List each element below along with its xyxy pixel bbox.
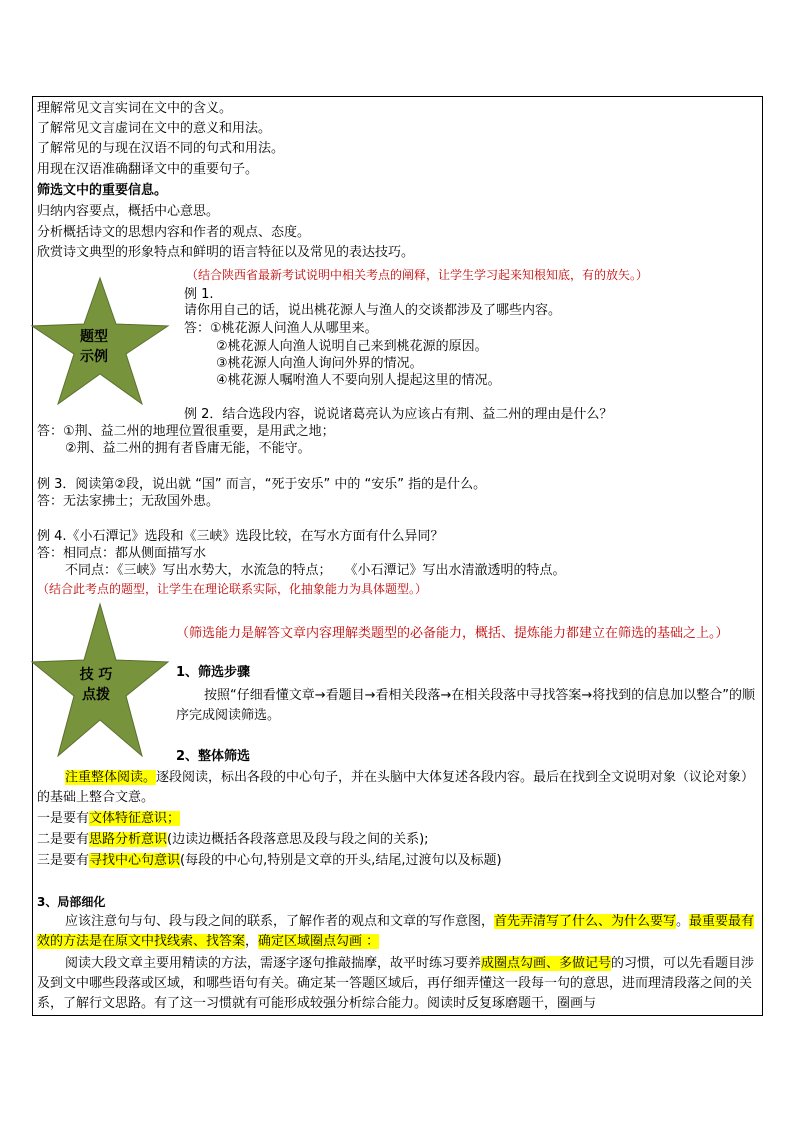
star-1-label-line-2: 示例 <box>80 349 108 365</box>
point-2-highlight: 思路分析意识 <box>89 832 168 847</box>
step-3-text-3: 阅读大段文章主要用精读的方法，需逐字逐句推敲揣摩，故平时练习要养 <box>65 956 482 971</box>
point-3-highlight: 寻找中心句意识 <box>89 853 181 868</box>
ex4-answer-2: 不同点：《三峡》写出水势大，水流急的特点； 《小石潭记》写出水清澈透明的特点。 <box>65 563 566 578</box>
point-1-highlight: 文体特征意识； <box>89 811 181 826</box>
ex1-label: 例 1. <box>184 287 214 302</box>
point-2-prefix: 二是要有 <box>37 832 90 847</box>
step-3-para-2 <box>37 954 758 1014</box>
screening-item-3: 欣赏诗文典型的形象特点和鲜明的语言特征以及常见的表达技巧。 <box>37 245 415 260</box>
step-3-para-1 <box>37 912 758 952</box>
star-1-label-line-1: 题型 <box>80 329 108 345</box>
step-1-title: 1、筛选步骤 <box>176 665 251 680</box>
step-1-body: 按照“仔细看懂文章→看题目→看相关段落→在相关段落中寻找答案→将找到的信息加以整合”的顺序完成阅读筛选。 <box>176 688 756 723</box>
step-2-point-3 <box>37 852 502 870</box>
step-2-text: 逐段阅读，标出各段的中心句子，并在头脑中大体复述各段内容。最后在找到全文说明对象（议论对象）的基础上整合文意。 <box>37 770 755 805</box>
ex1-question: 请你用自己的话，说出桃花源人与渔人的交谈都涉及了哪些内容。 <box>184 303 562 318</box>
step-3-text-1: 应该注意句与句、段与段之间的联系，了解作者的观点和文章的写作意图， <box>65 914 495 929</box>
note-2: （结合此考点的题型，让学生在理论联系实际，化抽象能力为具体题型。） <box>37 582 428 596</box>
objective-3: 了解常见的与现在汉语不同的句式和用法。 <box>37 141 285 156</box>
step-3-text-4: 的习惯，可以先看题目涉及到文中哪些段落或区域，和哪些语句有关。确定某一答题区域后，再仔细弄懂这一段每一句的意思，进而理清段落之间的关系，了解行文思路。有了这一习惯就有可能形成较强分析综合能力。阅读时反复琢磨题干，圈画与 <box>37 956 755 1011</box>
step-3-highlight-3: 确定区域圈点勾画 ： <box>258 934 380 949</box>
ex3-answer: 答：无法家拂士；无敌国外患。 <box>37 494 220 509</box>
ex4-question: 例 4.《小石潭记》选段和《三峡》选段比较，在写水方面有什么异同？ <box>37 529 444 544</box>
objective-1: 理解常见文言实词在文中的含义。 <box>37 101 233 116</box>
step-2-point-1 <box>37 810 180 828</box>
screening-heading: 筛选文中的重要信息。 <box>37 183 168 198</box>
ex4-answer-1: 答：相同点：都从侧面描写水 <box>37 546 207 561</box>
point-3-prefix: 三是要有 <box>37 853 90 868</box>
step-3-sep: ， <box>245 934 259 949</box>
ex1-answer-4: ④桃花源人嘱咐渔人不要向别人提起这里的情况。 <box>216 373 501 388</box>
ex1-answer-3: ③桃花源人向渔人询问外界的情况。 <box>216 356 423 371</box>
step-2-highlight: 注重整体阅读。 <box>65 770 157 785</box>
step-2-title: 2、整体筛选 <box>176 749 251 764</box>
step-2-body <box>37 768 758 808</box>
screening-item-2: 分析概括诗文的思想内容和作者的观点、态度。 <box>37 225 311 240</box>
screening-item-1: 归纳内容要点，概括中心意思。 <box>37 204 220 219</box>
ex2-answer-2: ②荆、益二州的拥有者昏庸无能，不能守。 <box>65 441 311 456</box>
ex1-answer-2: ②桃花源人向渔人说明自己来到桃花源的原因。 <box>216 339 488 354</box>
objective-2: 了解常见文言虚词在文中的意义和用法。 <box>37 121 272 136</box>
step-3-title: 3、局部细化 <box>37 895 106 909</box>
ex2-question: 例 2．结合选段内容，说说诸葛亮认为应该占有荆、益二州的理由是什么？ <box>184 407 613 422</box>
star-2-label-line-1: 技 巧 <box>79 667 113 683</box>
note-1: （结合陕西省最新考试说明中相关考点的阐释，让学生学习起来知根知底，有的放矢。） <box>186 268 649 282</box>
point-3-suffix: (每段的中心句,特别是文章的开头,结尾,过渡句以及标题) <box>180 853 502 868</box>
point-2-suffix: (边读边概括各段落意思及段与段之间的关系); <box>167 832 429 847</box>
step-3-highlight-1: 首先弄清写了什么、为什么要写 <box>494 914 677 929</box>
step-3-text-2: 。 <box>676 914 690 929</box>
step-2-point-2 <box>37 831 429 849</box>
step-3-highlight-4: 成圈点勾画、多做记号 <box>481 956 612 971</box>
ex1-answer-1: 答：①桃花源人问渔人从哪里来。 <box>184 321 378 336</box>
ex2-answer-1: 答：①荆、益二州的地理位置很重要，是用武之地； <box>37 424 335 439</box>
ex3-question: 例 3．阅读第②段，说出就 “国” 而言，“死于安乐” 中的 “安乐” 指的是什么。 <box>37 477 487 492</box>
point-1-prefix: 一是要有 <box>37 811 90 826</box>
star-2-label-line-2: 点拨 <box>82 687 110 703</box>
note-3: （筛选能力是解答文章内容理解类题型的必备能力，概括、提炼能力都建立在筛选的基础之上。） <box>176 626 729 641</box>
step-3-highlight-2: 最重要最有效的方法是在原文中找线索、找答案 <box>37 914 755 949</box>
objective-4: 用现在汉语准确翻译文中的重要句子。 <box>37 162 259 177</box>
